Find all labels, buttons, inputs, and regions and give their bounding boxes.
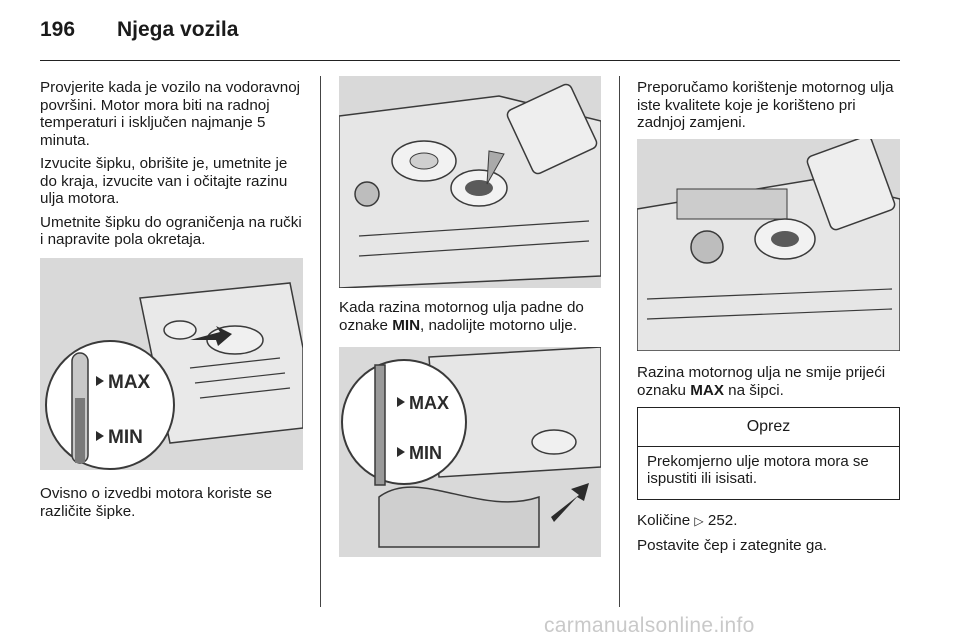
text-max-after: na šipci. [723,381,784,399]
paragraph-min-refill [339,299,605,334]
text-min-after: , nadolijte motorno ulje. [420,316,578,334]
triangle-reference-icon: ▷ [694,514,704,528]
figure-dipstick-engine-2 [339,347,601,557]
text-max-bold: MAX [690,381,724,399]
paragraph-check-level: Provjerite kada je vozilo na vodoravnoj površini. Motor mora biti na radnoj temperaturi i isključen najmanje 5 minuta. [40,79,301,149]
column-3-top [637,79,903,138]
paragraph-tighten-cap: Postavite čep i zategnite ga. [637,536,827,554]
paragraph-same-oil: Preporučamo korištenje motornog ulja iste kvalitete koje je korišteno pri zadnjoj zamjeni. [637,79,894,131]
figure-dipstick-engine [40,258,303,470]
page-title: Njega vozila [117,18,239,41]
column-1-bottom [40,485,306,526]
page-number: 196 [40,18,76,41]
caution-title: Oprez [638,408,899,447]
column-divider-2 [619,76,620,607]
paragraph-different-dipsticks: Ovisno o izvedbi motora koriste se različite šipke. [40,485,273,520]
column-3-bottom [637,512,903,560]
text-max-before: Razina motornog ulja ne smije prijeći oznaku [637,364,886,399]
paragraph-insert-dipstick: Umetnite šipku do ograničenja na ručki i napravite pola okretaja. [40,213,302,248]
paragraph-max-warning [637,364,903,399]
label-min-2: MIN [409,443,442,463]
dipstick-engine-illustration [339,347,601,557]
label-min: MIN [108,427,143,448]
column-1 [40,79,306,255]
column-divider-1 [320,76,321,607]
pour-oil-illustration-2 [637,139,900,351]
label-max: MAX [108,372,151,393]
header-divider [40,60,900,61]
column-3-mid [637,364,903,405]
column-2-text [339,299,605,340]
text-min-bold: MIN [392,316,421,334]
text-quantities: Količine [637,512,695,529]
link-page-reference[interactable]: 252. [707,512,738,529]
paragraph-pull-dipstick: Izvucite šipku, obrišite je, umetnite je do kraja, izvucite van i očitajte razinu ulja motora. [40,155,288,207]
caution-text: Prekomjerno ulje motora mora se ispustiti ili isisati. [647,453,869,487]
dipstick-illustration [40,258,303,470]
text-min-before: Kada razina motornog ulja padne do oznake [339,299,584,334]
figure-pour-oil-1 [339,76,601,288]
label-max-2: MAX [409,393,449,413]
figure-pour-oil-2 [637,139,900,351]
paragraph-quantities [637,512,903,531]
caution-box [637,407,900,500]
watermark: carmanualsonline.info [544,614,755,637]
pour-oil-illustration [339,76,601,288]
